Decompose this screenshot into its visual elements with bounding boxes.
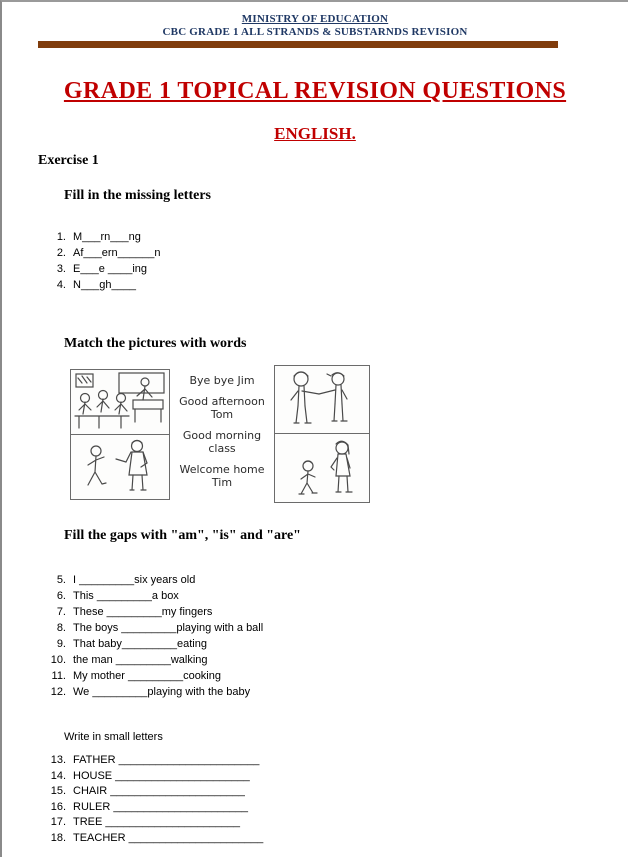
question-number: 13. xyxy=(50,754,66,766)
question-text: The boys _________playing with a ball xyxy=(73,622,264,634)
exercise-label: Exercise 1 xyxy=(38,153,99,168)
section-heading-match-pictures: Match the pictures with words xyxy=(64,336,247,351)
child-running-to-mother-image xyxy=(71,434,169,499)
match-pictures-area xyxy=(70,365,628,505)
question-number: 9. xyxy=(56,638,66,650)
question-text: M___rn___ng xyxy=(73,231,141,243)
question-item xyxy=(2,816,628,832)
cbc-subtitle: CBC GRADE 1 ALL STRANDS & SUBSTARNDS REVISION xyxy=(162,26,468,38)
question-text: CHAIR ______________________ xyxy=(73,785,245,797)
question-text: E___e ____ing xyxy=(73,263,148,275)
question-item xyxy=(2,770,628,786)
question-item xyxy=(2,754,628,770)
question-text: My mother _________cooking xyxy=(73,670,221,682)
match-phrase: Welcome home Tim xyxy=(179,462,265,489)
question-number: 6. xyxy=(56,590,66,602)
question-item xyxy=(2,263,628,279)
page-title: GRADE 1 TOPICAL REVISION QUESTIONS xyxy=(63,78,567,104)
question-text: RULER ______________________ xyxy=(73,800,248,813)
question-number: 12. xyxy=(50,686,66,698)
question-text: Af___ern______n xyxy=(73,247,161,259)
question-number: 11. xyxy=(51,670,66,682)
question-item xyxy=(2,606,628,622)
classroom-scene-image xyxy=(71,370,169,434)
match-phrase: Good afternoon Tom xyxy=(179,394,265,421)
question-number: 1. xyxy=(56,231,66,243)
question-text: That baby_________eating xyxy=(73,638,207,650)
question-item xyxy=(2,590,628,606)
match-words-column xyxy=(170,365,274,497)
question-item xyxy=(2,801,628,817)
question-number: 5. xyxy=(56,574,66,586)
section-heading-fill-gaps: Fill the gaps with "am", "is" and "are" xyxy=(64,528,301,543)
question-text: These _________my fingers xyxy=(73,606,213,618)
left-picture-box xyxy=(70,369,170,500)
document-header xyxy=(2,2,628,48)
small-letters-list xyxy=(2,754,628,847)
question-text: I _________six years old xyxy=(73,574,196,586)
child-walking-to-woman-image xyxy=(275,433,369,501)
question-number: 8. xyxy=(56,622,66,634)
question-number: 17. xyxy=(50,816,66,828)
section-heading-missing-letters: Fill in the missing letters xyxy=(64,188,211,203)
question-number: 7. xyxy=(56,606,66,618)
match-phrase: Bye bye Jim xyxy=(189,374,255,387)
question-item xyxy=(2,622,628,638)
brown-divider-bar xyxy=(38,41,558,48)
question-text: FATHER _______________________ xyxy=(73,754,260,766)
question-text: N___gh____ xyxy=(73,279,137,291)
question-number: 14. xyxy=(50,769,66,782)
question-text: We _________playing with the baby xyxy=(73,686,251,698)
question-item xyxy=(2,654,628,670)
question-text: HOUSE ______________________ xyxy=(73,769,250,782)
question-number: 3. xyxy=(56,263,66,275)
question-number: 15. xyxy=(50,785,66,797)
ministry-title: MINISTRY OF EDUCATION xyxy=(241,13,389,25)
boys-shaking-hands-image xyxy=(275,366,369,433)
question-item xyxy=(2,670,628,686)
question-text: This _________a box xyxy=(73,590,179,602)
question-item xyxy=(2,832,628,848)
question-text: TEACHER ______________________ xyxy=(73,831,264,844)
question-number: 16. xyxy=(50,800,66,813)
right-picture-box xyxy=(274,365,370,503)
question-number: 18. xyxy=(50,831,66,844)
fill-gaps-list xyxy=(2,574,628,702)
question-item xyxy=(2,574,628,590)
question-number: 2. xyxy=(56,247,66,259)
subject-title: ENGLISH. xyxy=(274,124,356,143)
question-number: 4. xyxy=(56,279,66,291)
question-item xyxy=(2,279,628,295)
section-heading-small-letters: Write in small letters xyxy=(64,731,163,743)
question-text: TREE ______________________ xyxy=(73,816,240,828)
question-item xyxy=(2,638,628,654)
question-item xyxy=(2,686,628,702)
question-item xyxy=(2,785,628,801)
question-item xyxy=(2,247,628,263)
match-phrase: Good morning class xyxy=(182,428,262,455)
question-item xyxy=(2,231,628,247)
missing-letters-list xyxy=(2,231,628,295)
question-text: the man _________walking xyxy=(73,654,208,666)
question-number: 10. xyxy=(50,654,66,666)
